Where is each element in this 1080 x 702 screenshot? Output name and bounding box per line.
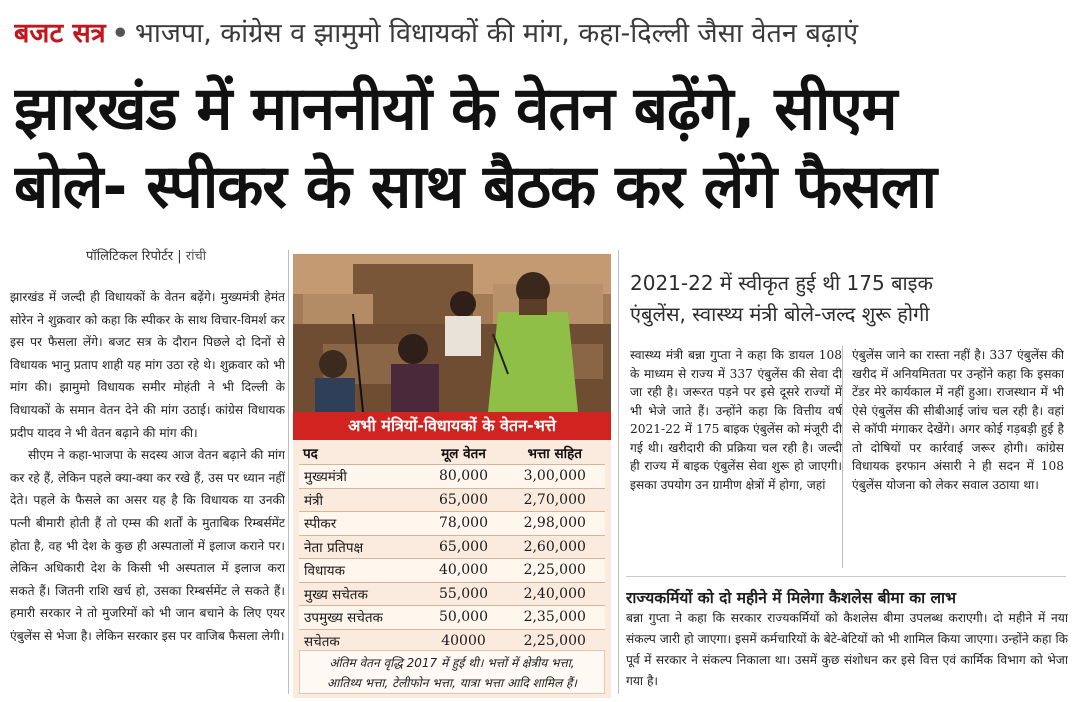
cell-basic-pay: 65,000 — [423, 535, 505, 559]
cell-basic-pay: 65,000 — [423, 488, 505, 512]
headline-line-2: बोले- स्पीकर के साथ बैठक कर लेंगे फैसला — [14, 152, 937, 222]
cell-with-allowance: 2,25,000 — [504, 629, 605, 653]
cell-with-allowance: 2,40,000 — [504, 582, 605, 606]
table-row — [299, 488, 605, 512]
byline — [86, 246, 206, 264]
ambulance-story-headline — [630, 268, 1062, 330]
ambulance-headline-line-2: एंबुलेंस, स्वास्थ्य मंत्री बोले-जल्द शुरू होगी — [630, 302, 930, 326]
section-tag: बजट सत्र — [14, 18, 106, 49]
kicker-text: भाजपा, कांग्रेस व झामुमो विधायकों की मांग, कहा-दिल्ली जैसा वेतन बढ़ाएं — [134, 18, 859, 49]
cell-post: मुख्यमंत्री — [299, 465, 423, 489]
insurance-story-body: बन्ना गुप्ता ने कहा कि सरकार राज्यकर्मियों को कैशलेस बीमा उपलब्ध कराएगी। दो महीने में नया संकल्प जारी हो जाएगा। इसमें कर्मचारियों के बेटे-बेटियों को भी शामिल किया जाएगा। उन्होंने कहा कि पूर्व में सरकार ने संकल्प निकाला था। उसमें कुछ संशोधन कर इसे वित्त एवं कार्मिक विभाग को भेजा गया है। — [626, 611, 1068, 688]
table-row — [299, 512, 605, 536]
byline-separator: | — [177, 249, 182, 264]
cell-basic-pay: 55,000 — [423, 582, 505, 606]
table-row — [299, 606, 605, 630]
main-story-body — [10, 286, 285, 690]
table-row — [299, 629, 605, 653]
cell-post: विधायक — [299, 559, 423, 583]
cell-with-allowance: 2,60,000 — [504, 535, 605, 559]
table-row — [299, 465, 605, 489]
table-note-line-1: अंतिम वेतन वृद्धि 2017 में हुई थी। भत्तों में क्षेत्रीय भत्ता, — [329, 656, 575, 670]
salary-table — [299, 442, 605, 653]
salary-table-note — [299, 650, 605, 694]
cell-post: मुख्य सचेतक — [299, 582, 423, 606]
cell-with-allowance: 3,00,000 — [504, 465, 605, 489]
table-row — [299, 559, 605, 583]
cell-basic-pay: 40,000 — [423, 559, 505, 583]
section-divider — [626, 576, 1066, 577]
assembly-photo-illustration — [293, 254, 611, 412]
table-header-row — [299, 442, 605, 465]
main-story-paragraph: झारखंड में जल्दी ही विधायकों के वेतन बढ़ेंगे। मुख्यमंत्री हेमंत सोरेन ने शुक्रवार को कहा कि स्पीकर के साथ विचार-विमर्श कर इस पर फैसला लेंगे। बजट सत्र के दौरान पिछले दो दिनों से विधायक भानु प्रताप शाही यह मांग उठा रहे थे। शुक्रवार को भी मांग की। झामुमो विधायक समीर मोहंती ने भी दिल्ली के विधायकों के समान वेतन देने की मांग उठाई। कांग्रेस विधायक प्रदीप यादव ने भी वेतन बढ़ाने की मांग की। — [10, 290, 285, 440]
cell-basic-pay: 50,000 — [423, 606, 505, 630]
column-divider — [288, 250, 289, 694]
cell-with-allowance: 2,35,000 — [504, 606, 605, 630]
cell-post: मंत्री — [299, 488, 423, 512]
cell-with-allowance: 2,25,000 — [504, 559, 605, 583]
column-header-basic-pay: मूल वेतन — [441, 446, 486, 462]
ambulance-story-column-2: एंबुलेंस जाने का रास्ता नहीं है। 337 एंबुलेंस की खरीद में अनियमितता पर उन्होंने कहा कि इसका टेंडर मेरे कार्यकाल में नहीं हुआ। राजस्थान में भी ऐसे एंबुलेंस की सीबीआई जांच चल रही है। वहां से कॉपी मंगाकर देखेंगे। अगर कोई गड़बड़ी हुई है तो दोषियों पर कार्रवाई जरूर होगी। कांग्रेस विधायक इरफान अंसारी ने ही सदन में 108 एंबुलेंस योजना को लेकर सवाल उठाया था। — [852, 348, 1064, 492]
main-story-paragraph: सीएम ने कहा-भाजपा के सदस्य आज वेतन बढ़ाने की मांग कर रहे हैं, लेकिन पहले क्या-क्या कर रखे हैं, उस पर ध्यान नहीं देते। पहले के फैसले का असर यह है कि विधायक या उनकी पत्नी बीमारी होती हैं तो एम्स की शर्तों के मुताबिक रिम्बर्समेंट होता है, वह भी देश के कुछ ही अस्पतालों में इलाज कराने पर। लेकिन अधिकारी देश के किसी भी अस्पताल में इलाज करा सकते हैं। जितनी राशि खर्च हो, उसका रिम्बर्समेंट ले सकते हैं। हमारी सरकार ने तो मुजरिमों को भी जान बचाने के लिए एयर एंबुलेंस से भेजा है। लेकिन सरकार इस पर वाजिब फैसला लेगी। — [10, 448, 285, 643]
insurance-story-headline: राज्यकर्मियों को दो महीने में मिलेगा कैशलेस बीमा का लाभ — [626, 589, 956, 607]
cell-post: स्पीकर — [299, 512, 423, 536]
column-divider — [842, 346, 843, 568]
column-divider — [618, 250, 619, 694]
ambulance-headline-line-1: 2021-22 में स्वीकृत हुई थी 175 बाइक — [630, 271, 933, 295]
cell-basic-pay: 40000 — [423, 629, 505, 653]
byline-reporter: पॉलिटिकल रिपोर्टर — [86, 249, 174, 264]
headline — [14, 70, 1070, 226]
cell-with-allowance: 2,70,000 — [504, 488, 605, 512]
table-row — [299, 535, 605, 559]
salary-table-panel — [293, 412, 611, 698]
cell-post: सचेतक — [299, 629, 423, 653]
table-note-line-2: आतिथ्य भत्ता, टेलीफोन भत्ता, यात्रा भत्ता आदि शामिल हैं। — [327, 676, 577, 690]
assembly-photo — [293, 254, 611, 412]
salary-table-title: अभी मंत्रियों-विधायकों के वेतन-भत्ते — [293, 412, 611, 440]
headline-line-1: झारखंड में माननीयों के वेतन बढ़ेंगे, सीएम — [14, 74, 897, 144]
kicker-line — [14, 14, 1070, 54]
cell-post: नेता प्रतिपक्ष — [299, 535, 423, 559]
column-header-post: पद — [303, 446, 318, 462]
cell-basic-pay: 78,000 — [423, 512, 505, 536]
ambulance-story-column-1: स्वास्थ्य मंत्री बन्ना गुप्ता ने कहा कि डायल 108 के माध्यम से राज्य में 337 एंबुलेंस की सेवा दी जा रही है। जरूरत पड़ने पर इसे दूसरे राज्यों में भी भेजे जाते हैं। उन्होंने कहा कि वित्तीय वर्ष 2021-22 में 175 बाइक एंबुलेंस को मंजूरी दी गई थी। खरीदारी की प्रक्रिया चल रही है। जल्दी ही राज्य में बाइक एंबुलेंस सेवा शुरू हो जाएगी। इसका उपयोग उन ग्रामीण क्षेत्रों में होगा, जहां — [630, 348, 842, 492]
cell-basic-pay: 80,000 — [423, 465, 505, 489]
column-header-with-allowance: भत्ता सहित — [527, 446, 582, 462]
table-row — [299, 582, 605, 606]
cell-post: उपमुख्य सचेतक — [299, 606, 423, 630]
kicker-bullet: • — [111, 18, 129, 49]
cell-with-allowance: 2,98,000 — [504, 512, 605, 536]
byline-city: रांची — [185, 249, 207, 264]
